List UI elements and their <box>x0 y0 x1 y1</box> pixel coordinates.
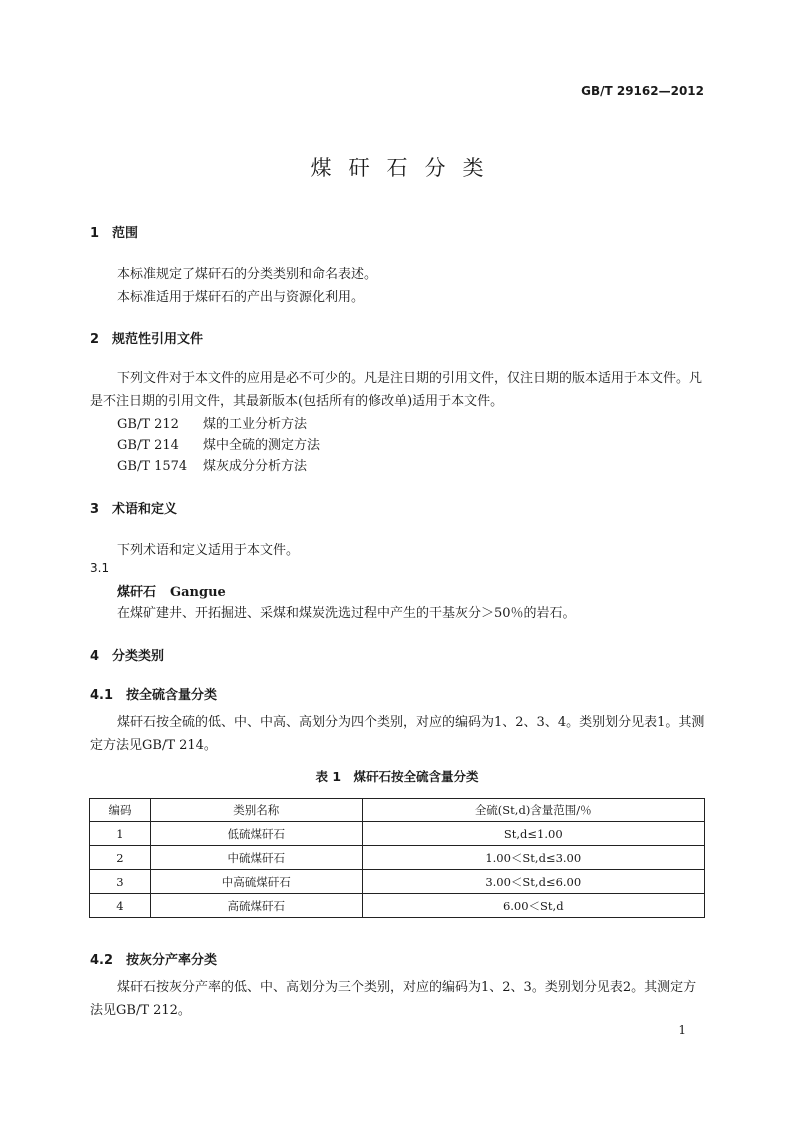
table-row <box>90 894 705 918</box>
table-caption: 表 1 煤矸石按全硫含量分类 <box>315 769 479 784</box>
reference-title: 煤灰成分分析方法 <box>203 459 308 474</box>
section-2-heading <box>90 328 203 347</box>
term-english: Gangue <box>170 585 226 600</box>
section-number: 1 <box>90 226 100 241</box>
table-cell: 2 <box>90 846 151 870</box>
section-title: 术语和定义 <box>112 502 178 517</box>
reference-item <box>117 434 320 453</box>
standard-id: GB/T 29162—2012 <box>581 84 704 98</box>
document-title: 煤矸石分类 <box>310 156 501 180</box>
subsection-number: 4.2 <box>90 953 114 968</box>
paragraph: 下列术语和定义适用于本文件。 <box>117 543 300 558</box>
term-definition: 在煤矿建井、开拓掘进、采煤和煤炭洗选过程中产生的干基灰分＞50％的岩石。 <box>117 606 576 621</box>
subsection-title: 按全硫含量分类 <box>126 688 218 703</box>
reference-title: 煤中全硫的测定方法 <box>203 438 321 453</box>
subsection-4-1-heading <box>90 684 217 703</box>
section-title: 范围 <box>112 226 139 241</box>
paragraph: 本标准适用于煤矸石的产出与资源化利用。 <box>117 290 365 305</box>
subsection-number: 4.1 <box>90 688 114 703</box>
subsection-title: 按灰分产率分类 <box>126 953 218 968</box>
paragraph: 煤矸石按灰分产率的低、中、高划分为三个类别，对应的编码为1、2、3。类别划分见表2。其测定方法见GB/T 212。 <box>90 980 697 1018</box>
section-title: 分类类别 <box>112 649 165 664</box>
table-cell: 中硫煤矸石 <box>150 846 362 870</box>
subsection-4-2-heading <box>90 949 217 968</box>
section-number: 4 <box>90 649 100 664</box>
table-row <box>90 846 705 870</box>
table-cell: 低硫煤矸石 <box>150 822 362 846</box>
reference-item <box>117 413 307 432</box>
section-1-heading <box>90 222 138 241</box>
table-cell: 3 <box>90 870 151 894</box>
table-cell: 1 <box>90 822 151 846</box>
table-cell: 高硫煤矸石 <box>150 894 362 918</box>
reference-code: GB/T 1574 <box>117 459 188 474</box>
table-row <box>90 822 705 846</box>
reference-code: GB/T 212 <box>117 417 179 432</box>
paragraph: 本标准规定了煤矸石的分类类别和命名表述。 <box>117 267 378 282</box>
reference-title: 煤的工业分析方法 <box>203 417 308 432</box>
table-cell: 4 <box>90 894 151 918</box>
term-number: 3.1 <box>90 561 110 575</box>
reference-code: GB/T 214 <box>117 438 179 453</box>
paragraph: 下列文件对于本文件的应用是必不可少的。凡是注日期的引用文件，仅注日期的版本适用于本文件。凡是不注日期的引用文件，其最新版本(包括所有的修改单)适用于本文件。 <box>90 371 703 409</box>
table-header-row <box>90 799 705 822</box>
term-chinese: 煤矸石 <box>117 585 157 600</box>
page-number: 1 <box>678 1023 686 1037</box>
table-cell: 中高硫煤矸石 <box>150 870 362 894</box>
table-header-cell: 编码 <box>90 799 151 822</box>
term-entry <box>117 581 226 600</box>
section-number: 2 <box>90 332 100 347</box>
table-cell: 6.00＜St,d <box>362 894 704 918</box>
reference-item <box>117 455 307 474</box>
table-row <box>90 870 705 894</box>
section-title: 规范性引用文件 <box>112 332 204 347</box>
paragraph: 煤矸石按全硫的低、中、中高、高划分为四个类别，对应的编码为1、2、3、4。类别划分见表1。其测定方法见GB/T 214。 <box>90 715 705 753</box>
section-4-heading <box>90 645 164 664</box>
sulfur-classification-table <box>89 798 705 918</box>
section-3-heading <box>90 498 177 517</box>
table-header-cell: 类别名称 <box>150 799 362 822</box>
table-cell: St,d≤1.00 <box>362 822 704 846</box>
table-cell: 3.00＜St,d≤6.00 <box>362 870 704 894</box>
table-cell: 1.00＜St,d≤3.00 <box>362 846 704 870</box>
table-header-cell: 全硫(St,d)含量范围/％ <box>362 799 704 822</box>
section-number: 3 <box>90 502 100 517</box>
